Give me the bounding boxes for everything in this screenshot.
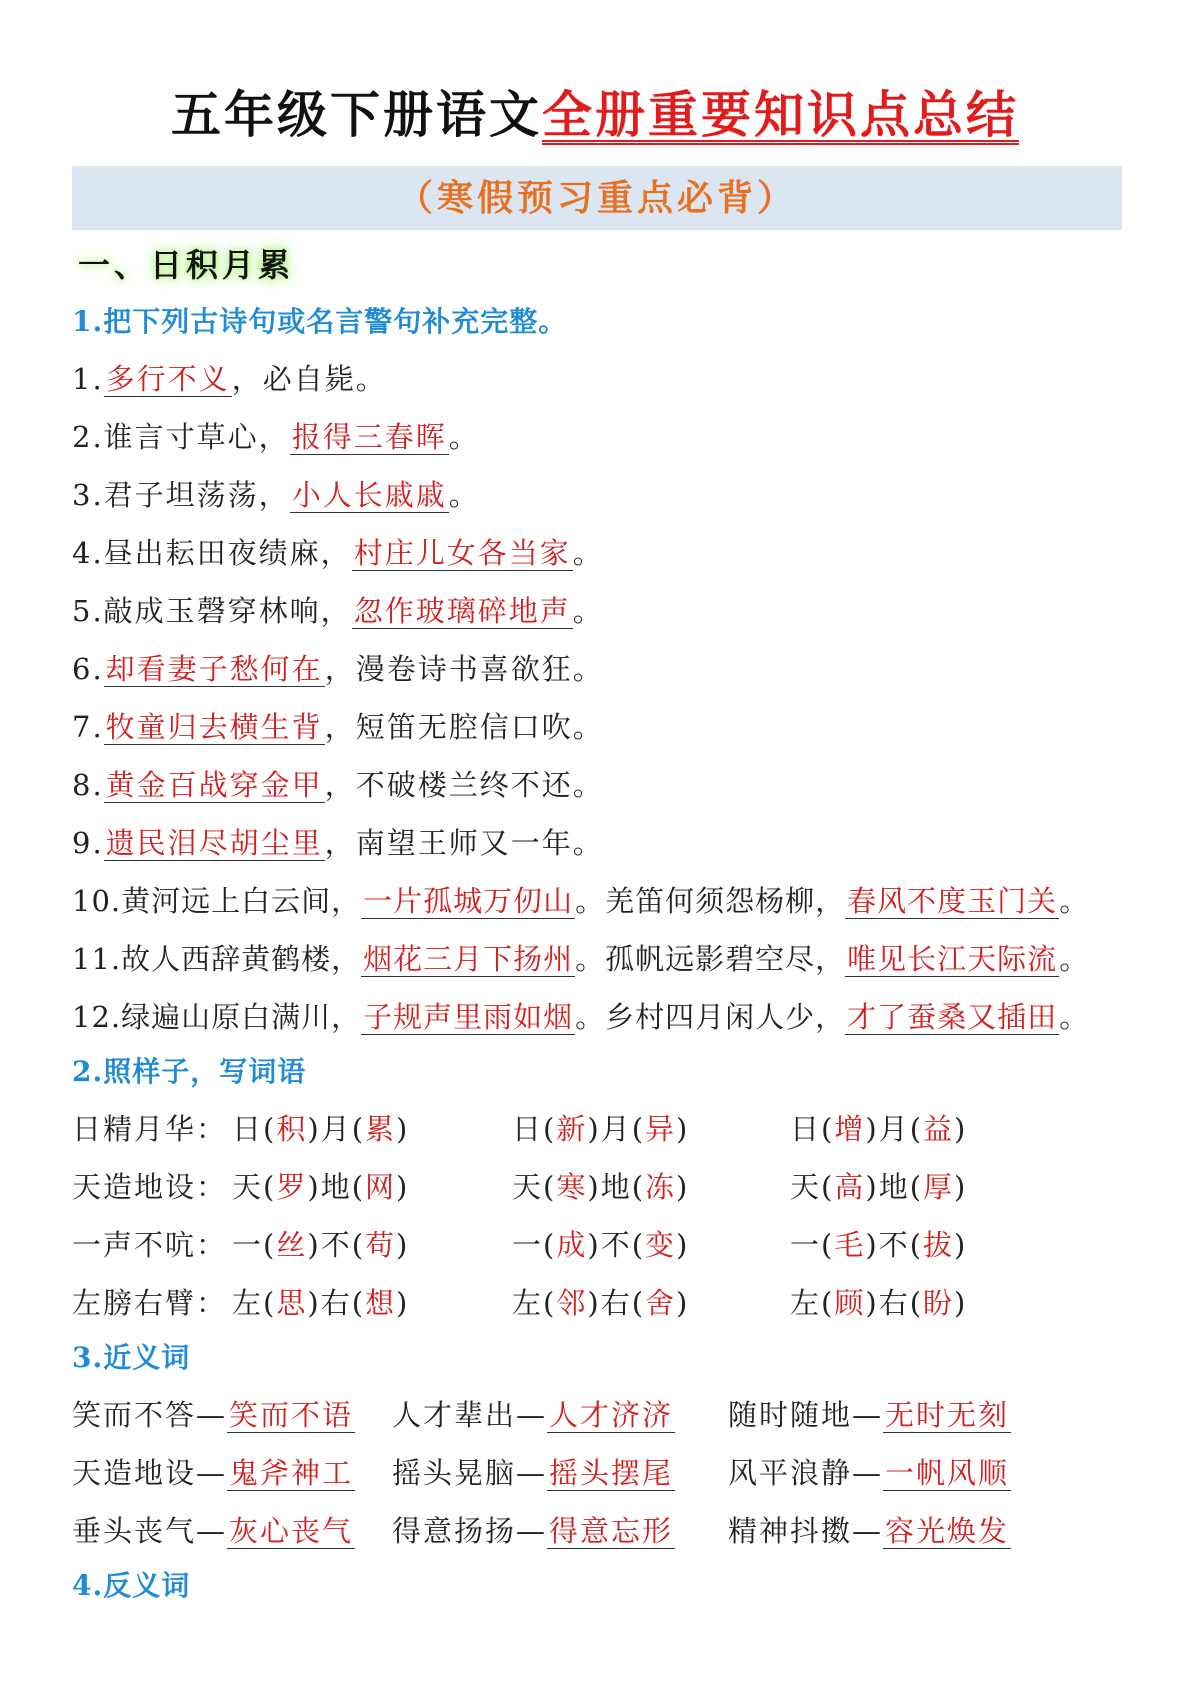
poem-line-9: 9.遗民泪尽胡尘里，南望王师又一年。 <box>72 826 604 860</box>
word-row-4-item-1: 左(思)右(想) <box>232 1286 410 1320</box>
word-row-1-label: 日精月华： <box>72 1112 228 1146</box>
word-row-2-item-2: 天(寒)地(冻) <box>512 1170 690 1204</box>
answer: 报得三春晖 <box>291 420 447 454</box>
answer: 村庄儿女各当家 <box>353 536 571 570</box>
answer: 小人长戚戚 <box>291 478 447 512</box>
answer: 多行不义 <box>105 362 230 396</box>
word-row-3-item-2: 一(成)不(变) <box>512 1228 690 1262</box>
answer: 忽作玻璃碎地声 <box>353 594 571 628</box>
poem-line-10: 10.黄河远上白云间，一片孤城万仞山。羌笛何须怨杨柳，春风不度玉门关。 <box>72 884 1090 918</box>
synonym-3-2: 得意扬扬—得意忘形 <box>392 1514 674 1548</box>
poem-line-3: 3.君子坦荡荡，小人长戚戚。 <box>72 478 480 512</box>
answer: 才了蚕桑又插田 <box>847 1000 1058 1034</box>
word-row-2-item-3: 天(高)地(厚) <box>790 1170 968 1204</box>
answer: 黄金百战穿金甲 <box>105 768 323 802</box>
word-row-4-item-2: 左(邻)右(舍) <box>512 1286 690 1320</box>
subheading-words: 2.照样子，写词语 <box>72 1055 307 1088</box>
answer: 牧童归去横生背 <box>105 710 323 744</box>
word-row-2-item-1: 天(罗)地(网) <box>232 1170 410 1204</box>
title-highlight: 全册重要知识点总结 <box>542 85 1019 144</box>
synonym-1-1: 笑而不答—笑而不语 <box>72 1398 354 1432</box>
word-row-3-item-3: 一(毛)不(拔) <box>790 1228 968 1262</box>
poem-line-12: 12.绿遍山原白满川，子规声里雨如烟。乡村四月闲人少，才了蚕桑又插田。 <box>72 1000 1090 1034</box>
subheading-antonyms: 4.反义词 <box>72 1569 191 1602</box>
answer: 却看妻子愁何在 <box>105 652 323 686</box>
poem-line-1: 1.多行不义，必自毙。 <box>72 362 387 396</box>
answer: 一片孤城万仞山 <box>363 884 574 918</box>
word-row-1-item-3: 日(增)月(益) <box>790 1112 968 1146</box>
synonym-1-3: 随时随地—无时无刻 <box>728 1398 1010 1432</box>
poem-line-4: 4.昼出耘田夜绩麻，村庄儿女各当家。 <box>72 536 604 570</box>
synonym-2-1: 天造地设—鬼斧神工 <box>72 1456 354 1490</box>
poem-line-5: 5.敲成玉磬穿林响，忽作玻璃碎地声。 <box>72 594 604 628</box>
section-heading-1: 一、日积月累 <box>78 246 295 284</box>
synonym-2-2: 摇头晃脑—摇头摆尾 <box>392 1456 674 1490</box>
subheading-poems: 1.把下列古诗句或名言警句补充完整。 <box>72 305 568 338</box>
answer: 烟花三月下扬州 <box>363 942 574 976</box>
answer: 春风不度玉门关 <box>847 884 1058 918</box>
synonym-3-3: 精神抖擞—容光焕发 <box>728 1514 1010 1548</box>
word-row-1-item-1: 日(积)月(累) <box>232 1112 410 1146</box>
poem-line-11: 11.故人西辞黄鹤楼，烟花三月下扬州。孤帆远影碧空尽，唯见长江天际流。 <box>72 942 1090 976</box>
synonym-3-1: 垂头丧气—灰心丧气 <box>72 1514 354 1548</box>
subtitle-banner: （寒假预习重点必背） <box>72 166 1122 230</box>
subheading-synonyms: 3.近义词 <box>72 1341 191 1374</box>
word-row-4-label: 左膀右臂： <box>72 1286 228 1320</box>
synonym-2-3: 风平浪静—一帆风顺 <box>728 1456 1010 1490</box>
page-title <box>0 82 1190 148</box>
word-row-4-item-3: 左(顾)右(盼) <box>790 1286 968 1320</box>
answer: 子规声里雨如烟 <box>363 1000 574 1034</box>
poem-line-6: 6.却看妻子愁何在，漫卷诗书喜欲狂。 <box>72 652 604 686</box>
word-row-2-label: 天造地设： <box>72 1170 228 1204</box>
answer: 唯见长江天际流 <box>847 942 1058 976</box>
title-main: 五年级下册语文 <box>171 85 542 144</box>
synonym-1-2: 人才辈出—人才济济 <box>392 1398 674 1432</box>
answer: 遗民泪尽胡尘里 <box>105 826 323 860</box>
word-row-3-label: 一声不吭： <box>72 1228 228 1262</box>
word-row-3-item-1: 一(丝)不(苟) <box>232 1228 410 1262</box>
poem-line-8: 8.黄金百战穿金甲，不破楼兰终不还。 <box>72 768 604 802</box>
poem-line-7: 7.牧童归去横生背，短笛无腔信口吹。 <box>72 710 604 744</box>
poem-line-2: 2.谁言寸草心，报得三春晖。 <box>72 420 480 454</box>
word-row-1-item-2: 日(新)月(异) <box>512 1112 690 1146</box>
